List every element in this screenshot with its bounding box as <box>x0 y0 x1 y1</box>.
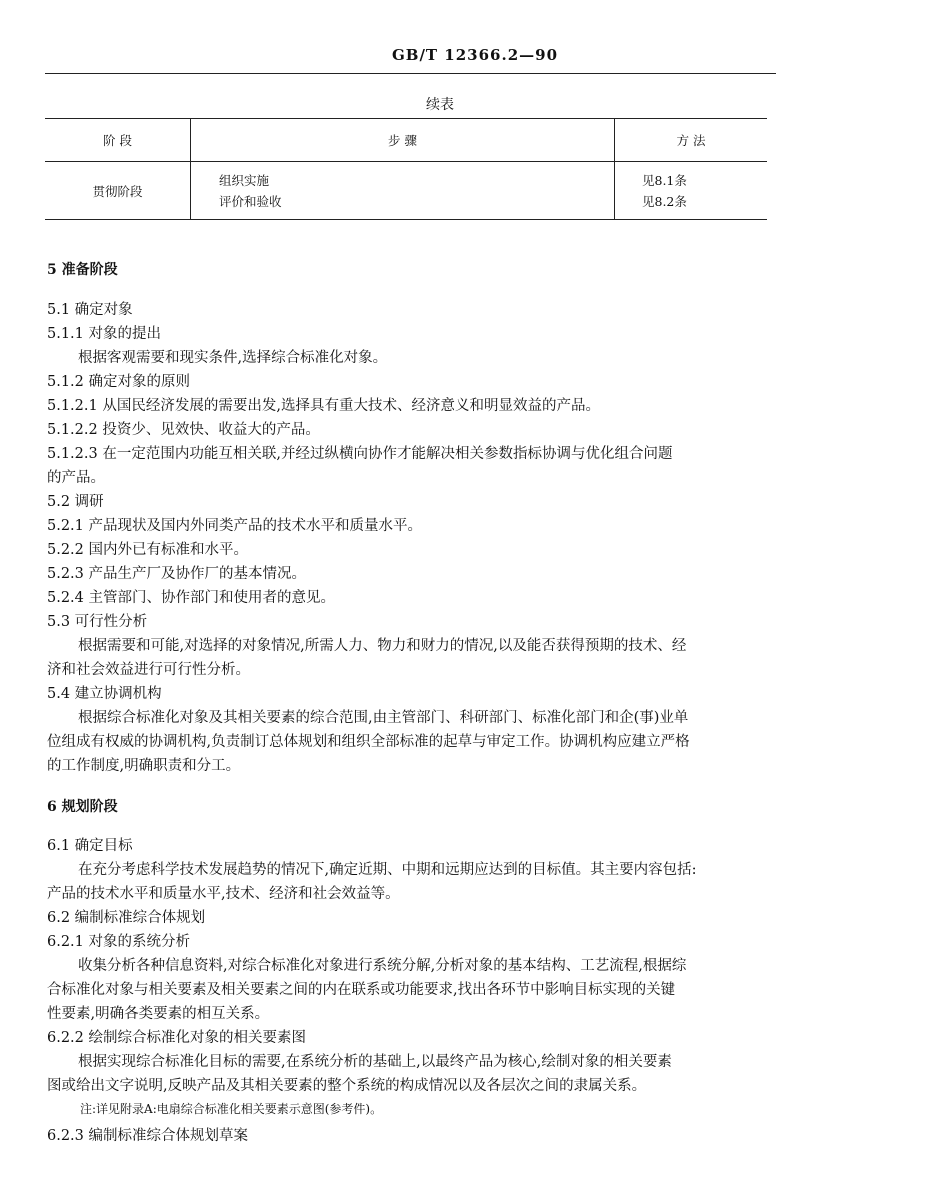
cell-method <box>615 162 768 220</box>
paragraph-line: 的工作制度,明确职责和分工。 <box>47 758 241 774</box>
paragraph-line: 根据实现综合标准化目标的需要,在系统分析的基础上,以最终产品为核心,绘制对象的相关要素 <box>78 1054 672 1070</box>
clause-item: 5.1.2.1 从国民经济发展的需要出发,选择具有重大技术、经济意义和明显效益的产品。 <box>47 398 600 414</box>
step-item: 评价和验收 <box>219 193 282 209</box>
paragraph-line: 济和社会效益进行可行性分析。 <box>47 662 250 678</box>
step-item: 组织实施 <box>219 172 270 188</box>
clause-item: 5.2.1 产品现状及国内外同类产品的技术水平和质量水平。 <box>47 518 423 534</box>
paragraph-line: 图或给出文字说明,反映产品及其相关要素的整个系统的构成情况以及各层次之间的隶属关系。 <box>47 1078 647 1094</box>
header-divider <box>45 73 776 74</box>
clause-heading: 5.4 建立协调机构 <box>47 686 162 702</box>
note: 注:详见附录A:电扇综合标准化相关要素示意图(参考件)。 <box>80 1102 383 1116</box>
standard-code: GB/T 12366.2—90 <box>391 46 559 64</box>
column-header-steps: 步 骤 <box>191 119 615 162</box>
paragraph-line: 位组成有权威的协调机构,负责制订总体规划和组织全部标准的起草与审定工作。协调机构应建立严格 <box>47 734 690 750</box>
clause-heading: 6.2 编制标准综合体规划 <box>47 910 206 926</box>
paragraph-line: 产品的技术水平和质量水平,技术、经济和社会效益等。 <box>47 886 400 902</box>
clause-heading: 6.2.1 对象的系统分析 <box>47 934 191 950</box>
cell-stage: 贯彻阶段 <box>45 162 191 220</box>
paragraph-line: 根据需要和可能,对选择的对象情况,所需人力、物力和财力的情况,以及能否获得预期的技术、经 <box>78 638 687 654</box>
paragraph-line: 根据客观需要和现实条件,选择综合标准化对象。 <box>78 350 388 366</box>
clause-heading: 5.1.1 对象的提出 <box>47 326 162 342</box>
cell-steps <box>191 162 615 220</box>
section-heading-6: 6 规划阶段 <box>47 799 118 815</box>
clause-heading: 6.1 确定目标 <box>47 838 133 854</box>
table-header-row <box>45 119 767 162</box>
clause-item: 5.1.2.2 投资少、见效快、收益大的产品。 <box>47 422 320 438</box>
table-row <box>45 162 767 220</box>
paragraph-line: 性要素,明确各类要素的相互关系。 <box>47 1006 270 1022</box>
paragraph-line: 收集分析各种信息资料,对综合标准化对象进行系统分解,分析对象的基本结构、工艺流程,根据综 <box>78 958 687 974</box>
continued-table <box>45 118 767 220</box>
clause-heading: 5.2 调研 <box>47 494 104 510</box>
paragraph-line: 根据综合标准化对象及其相关要素的综合范围,由主管部门、科研部门、标准化部门和企(事)业单 <box>78 710 689 726</box>
clause-heading: 6.2.3 编制标准综合体规划草案 <box>47 1128 249 1144</box>
clause-item: 5.2.4 主管部门、协作部门和使用者的意见。 <box>47 590 336 606</box>
clause-heading: 5.1 确定对象 <box>47 302 133 318</box>
paragraph-line: 在充分考虑科学技术发展趋势的情况下,确定近期、中期和远期应达到的目标值。其主要内容包括: <box>78 862 697 878</box>
paragraph-line: 合标准化对象与相关要素及相关要素之间的内在联系或功能要求,找出各环节中影响目标实现的关键 <box>47 982 676 998</box>
clause-heading: 6.2.2 绘制综合标准化对象的相关要素图 <box>47 1030 307 1046</box>
method-item: 见8.2条 <box>642 193 687 209</box>
clause-item: 5.2.3 产品生产厂及协作厂的基本情况。 <box>47 566 307 582</box>
clause-item: 5.2.2 国内外已有标准和水平。 <box>47 542 249 558</box>
clause-heading: 5.3 可行性分析 <box>47 614 148 630</box>
table-caption: 续表 <box>426 97 454 113</box>
column-header-method: 方 法 <box>615 119 768 162</box>
clause-item: 5.1.2.3 在一定范围内功能互相关联,并经过纵横向协作才能解决相关参数指标协调与优化组合问题 <box>47 446 673 462</box>
paragraph-line: 的产品。 <box>47 470 105 486</box>
clause-heading: 5.1.2 确定对象的原则 <box>47 374 191 390</box>
section-heading-5: 5 准备阶段 <box>47 262 118 278</box>
method-item: 见8.1条 <box>642 172 687 188</box>
column-header-stage: 阶 段 <box>45 119 191 162</box>
